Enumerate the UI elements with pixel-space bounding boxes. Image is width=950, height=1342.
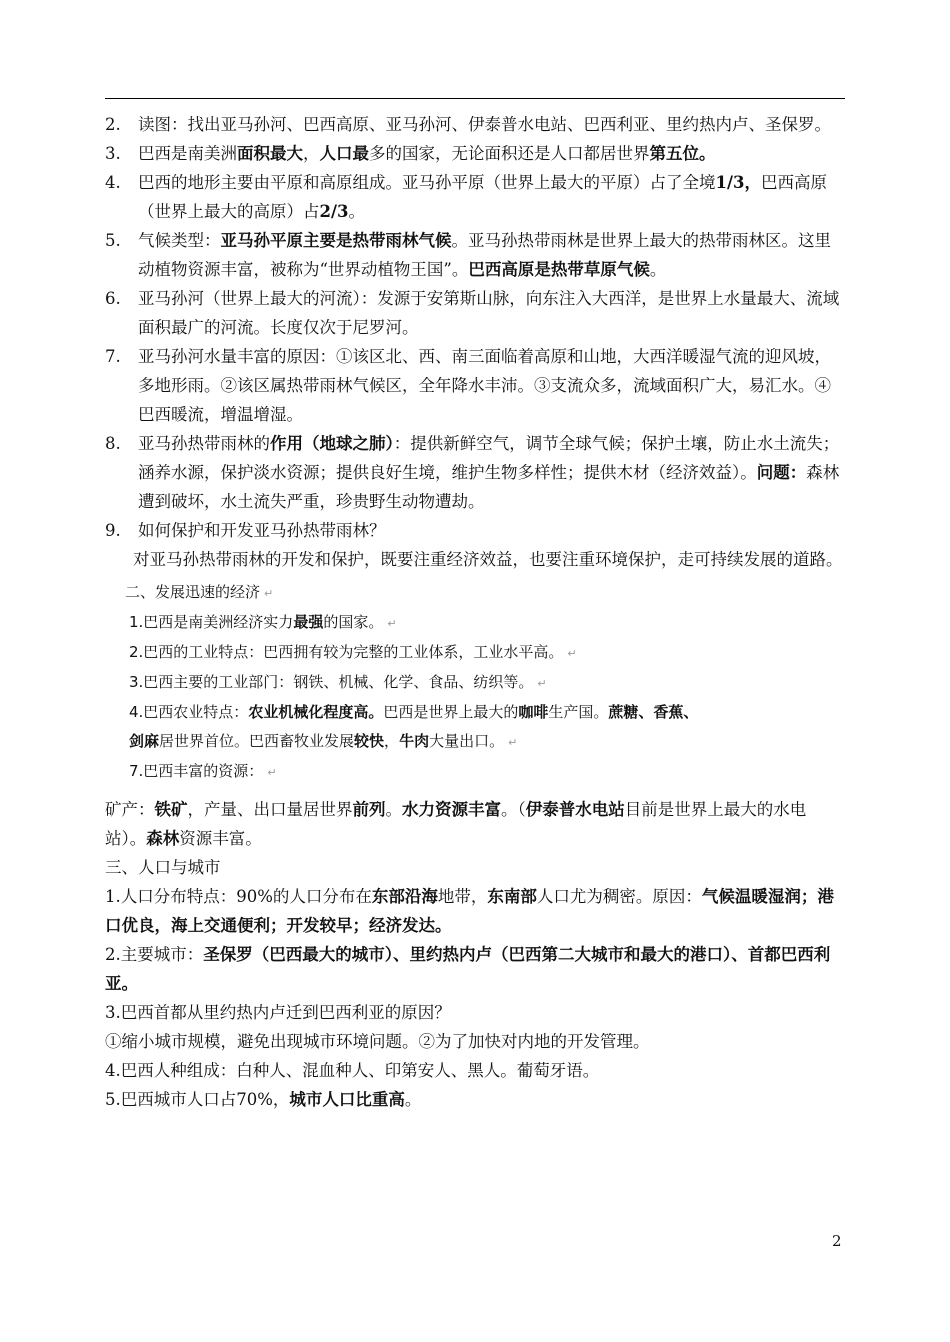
- list-text: [138, 429, 847, 516]
- list-text: [138, 226, 847, 284]
- text-run: 。亚马孙热带雨林是世界上最大的热带雨林区。这里动植物资源丰富，被称为“世界动植物王国”。: [138, 231, 831, 279]
- text-run: 巴西的地形主要由平原和高原组成。亚马孙平原（世界上最大的平原）占了全境: [138, 173, 716, 192]
- return-mark: ↵: [264, 587, 274, 600]
- list-item: [105, 342, 847, 429]
- page-number: 2: [832, 1232, 842, 1250]
- list-item: [105, 139, 847, 168]
- list-text: [138, 342, 847, 429]
- text-run: ：提供新鲜空气，调节全球气候；保护土壤，防止水土流失；涵养水源，保护淡水资源；提供良好生境，维护生物多样性；提供木材（经济效益）。: [138, 434, 840, 482]
- bold-text: 问题：: [756, 463, 807, 482]
- text-run: 7.巴西丰富的资源：: [129, 762, 264, 780]
- population-line: [105, 998, 847, 1027]
- text-run: 亚马孙河（世界上最大的河流）：发源于安第斯山脉，向东注入大西洋，是世界上水量最大、流域面积最广的河流。长度仅次于尼罗河。: [138, 289, 840, 337]
- bold-text: 人口最: [319, 144, 369, 163]
- text-run: 4.巴西农业特点：: [129, 703, 249, 721]
- header-rule: [105, 98, 845, 99]
- bold-text: 圣保罗（巴西最大的城市）、里约热内卢（巴西第二大城市和最大的港口）、首都巴西利亚。: [105, 945, 831, 993]
- bold-text: 第五位。: [649, 144, 716, 163]
- economy-lines: [125, 608, 847, 787]
- text-run: 气候类型：: [138, 231, 221, 250]
- population-line: [105, 1085, 847, 1114]
- text-run: 。: [385, 800, 402, 819]
- text-run: 目前是世界上最大的水电站）。: [105, 800, 807, 848]
- list-number: 6.: [105, 289, 121, 308]
- return-mark: ↵: [537, 677, 547, 690]
- population-line: [105, 1056, 847, 1085]
- return-mark: ↵: [267, 766, 277, 779]
- list-number: 2.: [105, 115, 121, 134]
- population-line: [105, 882, 847, 940]
- list-item: [105, 168, 847, 226]
- text-run: 资源丰富。: [179, 829, 262, 848]
- text-run: 亚马孙热带雨林的: [138, 434, 270, 453]
- bold-text: 伊泰普水电站: [525, 800, 625, 819]
- bold-text: 2/3: [319, 202, 349, 221]
- list-text: [138, 516, 847, 545]
- text-run: 居世界首位。巴西畜牧业发展: [159, 732, 355, 750]
- return-mark: ↵: [387, 617, 397, 630]
- list-text: [138, 284, 847, 342]
- text-run: 生产国。: [548, 703, 609, 721]
- text-run: 森林遭到破坏，水土流失严重，珍贵野生动物遭劫。: [138, 463, 840, 511]
- bold-text: 铁矿: [154, 800, 188, 819]
- text-run: 大量出口。: [429, 732, 505, 750]
- population-line: [105, 940, 847, 998]
- list-number: 8.: [105, 434, 121, 453]
- text-run: 1.人口分布特点：90%的人口分布在: [105, 887, 372, 906]
- list-text: [138, 139, 847, 168]
- text-run: 读图：找出亚马孙河、巴西高原、亚马孙河、伊泰普水电站、巴西利亚、里约热内卢、圣保罗。: [138, 115, 831, 134]
- text-run: 3.巴西主要的工业部门：钢铁、机械、化学、食品、纺织等。: [129, 673, 534, 691]
- item9-answer: 对亚马孙热带雨林的开发和保护，既要注重经济效益，也要注重环境保护，走可持续发展的道路。: [133, 550, 843, 569]
- text-run: 。: [649, 260, 667, 279]
- economy-section: [105, 578, 847, 787]
- text-run: 矿产：: [105, 800, 155, 819]
- economy-line: [125, 608, 847, 638]
- bold-text: 蔗糖、香蕉、: [608, 703, 699, 721]
- economy-line: [125, 638, 847, 668]
- economy-line: [125, 757, 847, 787]
- list-number: 9.: [105, 521, 121, 540]
- text-run: 。（: [501, 800, 526, 819]
- list-item: [105, 226, 847, 284]
- text-run: 。: [348, 202, 365, 221]
- return-mark: ↵: [567, 647, 577, 660]
- text-run: 地带，: [437, 887, 488, 906]
- list-number: 7.: [105, 347, 121, 366]
- list-text: [138, 168, 847, 226]
- text-run: 如何保护和开发亚马孙热带雨林？: [138, 521, 386, 540]
- text-run: 人口尤为稠密。原因：: [536, 887, 702, 906]
- text-run: 巴西是世界上最大的: [383, 703, 519, 721]
- population-line: [105, 1027, 847, 1056]
- text-run: 巴西是南美洲: [138, 144, 237, 163]
- list-text: [138, 110, 847, 139]
- list-item: [105, 110, 847, 139]
- bold-text: 最强: [293, 613, 324, 631]
- bold-text: 较快: [354, 732, 385, 750]
- text-run: 多的国家，无论面积还是人口都居世界: [369, 144, 650, 163]
- population-lines: [105, 882, 847, 1114]
- economy-heading: 二、发展迅速的经济 ↵: [125, 583, 274, 601]
- bold-text: 城市人口比重高: [289, 1090, 405, 1109]
- economy-line: [125, 727, 847, 757]
- bold-text: 森林: [146, 829, 180, 848]
- text-run: 2.主要城市：: [105, 945, 204, 964]
- bold-text: 巴西高原是热带草原气候: [468, 260, 650, 279]
- bold-text: 咖啡: [518, 703, 549, 721]
- economy-line: [125, 698, 847, 727]
- bold-text: 面积最大: [237, 144, 303, 163]
- text-run: ，: [303, 144, 320, 163]
- population-heading: 三、人口与城市: [105, 858, 221, 877]
- text-run: 巴西高原（世界上最大的高原）占: [138, 173, 827, 221]
- text-run: 。: [404, 1090, 422, 1109]
- minerals-paragraph: [105, 795, 847, 853]
- text-run: 1.巴西是南美洲经济实力: [129, 613, 294, 631]
- list-item: [105, 429, 847, 516]
- bold-text: 气候温暖湿润；港口优良，海上交通便利；开发较早；经济发达。: [105, 887, 834, 935]
- economy-line: [125, 668, 847, 698]
- list-item: [105, 516, 847, 545]
- text-run: ，产量、出口量居世界: [187, 800, 353, 819]
- text-run: 亚马孙河水量丰富的原因：①该区北、西、南三面临着高原和山地，大西洋暖湿气流的迎风坡，多地形雨。②该区属热带雨林气候区，全年降水丰沛。③支流众多，流域面积广大，易汇水。④巴西暖流，增温增湿。: [138, 347, 831, 424]
- bold-text: 作用（地球之肺）: [270, 434, 394, 453]
- bold-text: 农业机械化程度高。: [248, 703, 384, 721]
- text-run: 的国家。: [323, 613, 384, 631]
- text-run: 2.巴西的工业特点：巴西拥有较为完整的工业体系，工业水平高。: [129, 643, 564, 661]
- numbered-list: [105, 110, 847, 545]
- bold-text: 剑麻: [129, 732, 160, 750]
- document-body: [105, 110, 847, 1114]
- list-number: 3.: [105, 144, 121, 163]
- list-number: 4.: [105, 173, 121, 192]
- text-run: ，: [384, 732, 400, 750]
- text-run: 3.巴西首都从里约热内卢迁到巴西利亚的原因？: [105, 1003, 451, 1022]
- bold-text: 牛肉: [399, 732, 430, 750]
- bold-text: 水力资源丰富: [402, 800, 501, 819]
- text-run: 4.巴西人种组成：白种人、混血种人、印第安人、黑人。葡萄牙语。: [105, 1061, 600, 1080]
- bold-text: 东南部: [487, 887, 537, 906]
- return-mark: ↵: [508, 736, 518, 749]
- bold-text: 亚马孙平原主要是热带雨林气候: [220, 231, 452, 250]
- bold-text: 1/3，: [715, 173, 761, 192]
- bold-text: 前列: [352, 800, 386, 819]
- list-number: 5.: [105, 231, 121, 250]
- bold-text: 东部沿海: [371, 887, 438, 906]
- list-item: [105, 284, 847, 342]
- text-run: ①缩小城市规模，避免出现城市环境问题。②为了加快对内地的开发管理。: [105, 1032, 650, 1051]
- text-run: 5.巴西城市人口占70%，: [105, 1090, 290, 1109]
